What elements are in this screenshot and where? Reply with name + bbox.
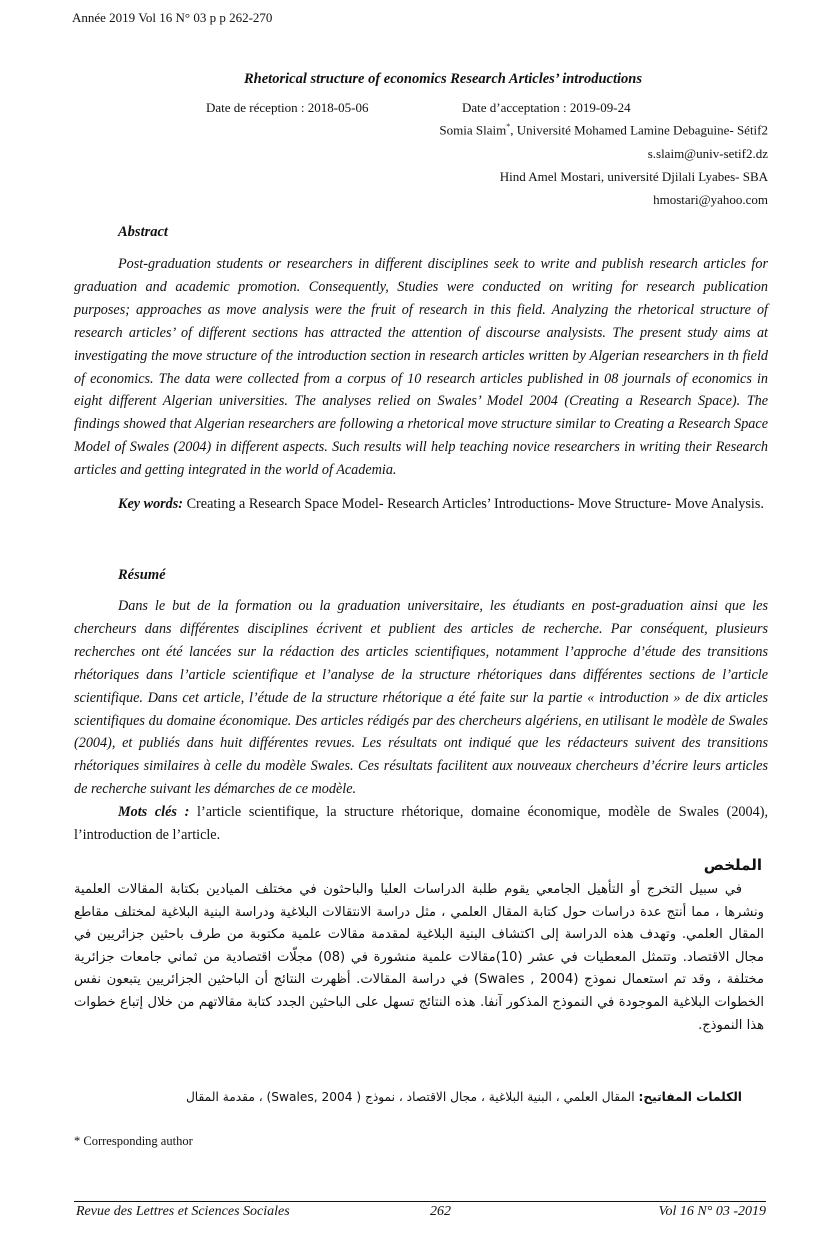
arabic-keywords-text: المقال العلمي ، البنية البلاغية ، مجال الاقتصاد ، نموذج ( Swales, 2004) ، مقدمة المقال [185,1090,639,1104]
author-1-affiliation [439,122,768,138]
resume-keywords [74,801,768,847]
abstract-section [74,253,768,516]
author-2-affiliation [500,169,768,185]
footer-divider [74,1201,766,1202]
mots-cles-label: Mots clés : [118,804,190,821]
corresponding-author-footnote: * Corresponding author [74,1134,193,1148]
abstract-heading: Abstract [118,224,168,240]
keywords-label: Key words: [118,496,184,513]
resume-heading: Résumé [118,567,166,583]
footer-page-number: 262 [430,1204,451,1219]
abstract-keywords [74,493,768,516]
keywords-text: Creating a Research Space Model- Research Articles’ Introductions- Move Structure- Move Analysis. [183,496,764,513]
journal-issue-line: Année 2019 Vol 16 N° 03 p p 262-270 [72,10,273,25]
reception-date: Date de réception : 2018-05-06 [206,100,369,115]
resume-body: Dans le but de la formation ou la graduation universitaire, les étudiants en post-graduation ainsi que les chercheurs dans différentes disciplines écrivent et publient des articles de recherche. Par conséquent, plusieurs recherches ont été lancées sur la rédaction des articles scientifiques, notamment l’approche d’étude des transitions rhétoriques dans l’article scientifique et l’analyse de la structure rhétoriques dans différentes sections de l’article scientifique. Dans cet article, l’étude de la structure rhétorique a été faite sur la partie « introduction » de dix articles scientifiques du domaine économique. Des articles rédigés par des chercheurs algériens, en utilisant le modèle de Swales (2004), et publiés dans huit différentes revues. Les résultats ont indiqué que les rédacteurs suivent des transitions rhétoriques similaires à celle du modèle Swales. Ces résultats facilitent aux nouveaux chercheurs d’écrire leurs articles de recherche suivant les démarches de ce modèle. [74,598,768,798]
acceptance-date: Date d’acceptation : 2019-09-24 [462,100,631,115]
abstract-body: Post-graduation students or researchers in different disciplines seek to write and publish research articles for graduation and academic promotion. Consequently, Studies were conducted on writing for research publication purposes; approaches as move analysis were the fruit of research in this field. Analyzing the rhetorical structure of research articles’ of different sections has attracted the attention of discourse analysists. The present study aims at investigating the move structure of the introduction section in research articles written by Algerian researchers in th field of economics. The data were collected from a corpus of 10 research articles published in 08 journals of economics in eight different Algerian universities. The analyses relied on Swales’ Model 2004 (Creating a Research Space). The findings showed that Algerian researchers are following a rhetorical move structure similar to Creating a Research Space Model of Swales (2004) in different aspects. Such results will help teaching novice researchers in writing their Research articles and getting integrated in the world of Academia. [74,256,768,479]
corresponding-marker: * [506,122,511,131]
author-1-university: , Université Mohamed Lamine Debaguine- Sétif2 [510,122,768,138]
arabic-abstract-heading: الملخص [703,856,762,874]
author-1-email[interactable]: s.slaim@univ-setif2.dz [647,146,768,161]
article-title: Rhetorical structure of economics Research Articles’ introductions [244,71,642,87]
arabic-keywords [74,1090,764,1104]
author-2-name: Hind Amel Mostari [499,169,601,184]
footer-journal-name: Revue des Lettres et Sciences Sociales [76,1204,290,1219]
author-1-name: Somia Slaim [439,122,507,138]
author-2-email[interactable]: hmostari@yahoo.com [653,192,768,207]
arabic-keywords-label: الكلمات المفاتيح: [638,1090,742,1104]
resume-section [74,595,768,847]
arabic-abstract-body: في سبيل التخرج أو التأهيل الجامعي يقوم طلبة الدراسات العليا والباحثون في مختلف الميادين بكتابة المقالات العلمية ونشرها ، مما أنتج عدة دراسات حول كتابة المقال العلمي ، مثل دراسة الانتقالات البلاغية ودراسة البنية البلاغية لمختلف مقاطع المقال العلمي. وتهدف هذه الدراسة إلى اكتشاف البنية البلاغية لمقدمة مقالات علمية مكتوبة من طرف باحثين جزائريين في مجال الاقتصاد. وتتمثل المعطيات في عشر (10)مقالات علمية منشورة في (08) مجلّات اقتصادية من ثماني جامعات جزائرية مختلفة ، وقد تم استعمال نموذج (Swales , 2004) في دراسة المقالات. أظهرت النتائج أن الباحثين الجزائريين يتبعون نفس الخطوات البلاغية الموجودة في النموذج المذكور آنفا. هذه النتائج تسهل على الباحثين الجدد كتابة مقالاتهم من خلال إتباع خطوات هذا النموذج. [74,882,765,1033]
footer-issue: Vol 16 N° 03 -2019 [658,1204,766,1219]
mots-cles-text: l’article scientifique, la structure rhétorique, domaine économique, modèle de Swales (2004), l’introduction de l’article. [74,804,768,844]
author-2-university: , université Djilali Lyabes- SBA [600,169,768,184]
